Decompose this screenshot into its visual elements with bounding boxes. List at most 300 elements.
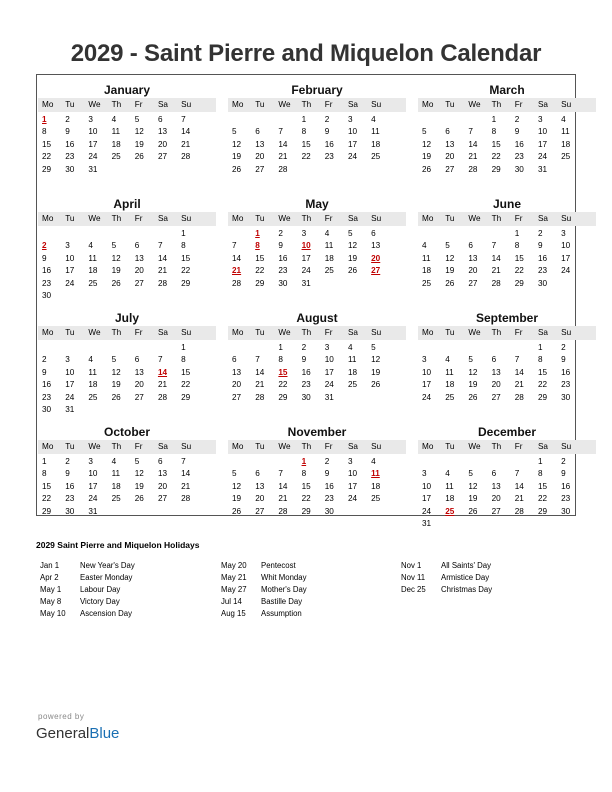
- day-cell: 23: [65, 152, 75, 162]
- holiday-row: [401, 584, 492, 596]
- holiday-name: Victory Day: [80, 597, 120, 606]
- day-cell: 11: [422, 253, 431, 263]
- day-cell: [38, 342, 61, 354]
- weekday-label: Tu: [65, 328, 75, 337]
- weekday-label: Mo: [422, 100, 434, 109]
- week-row: [418, 354, 596, 366]
- week-row: [228, 253, 406, 265]
- holiday-name: New Year's Day: [80, 561, 135, 570]
- weekday-header: [38, 326, 216, 340]
- day-cell: 16: [65, 481, 75, 491]
- holiday-row: [221, 584, 307, 596]
- day-cell: 1: [181, 343, 186, 352]
- day-cell: 14: [278, 481, 288, 491]
- day-cell: [464, 518, 487, 530]
- day-cell: 12: [134, 127, 144, 137]
- weekday-label: We: [88, 214, 101, 223]
- holiday-row: [221, 596, 307, 608]
- day-cell: 7: [157, 241, 163, 251]
- weekday-label: Tu: [255, 442, 265, 451]
- weekday-label: Su: [181, 328, 192, 337]
- week-row: [228, 265, 406, 277]
- day-cell: [108, 506, 131, 518]
- day-cell: 31: [65, 404, 75, 414]
- day-cell: [488, 342, 511, 354]
- day-cell: [84, 228, 107, 240]
- day-cell: 5: [422, 127, 427, 137]
- day-cell: [61, 290, 84, 302]
- day-cell: 21: [491, 266, 501, 276]
- day-cell: 19: [232, 152, 242, 162]
- weekday-label: We: [468, 100, 481, 109]
- day-cell: 1: [42, 457, 47, 466]
- month-february: [228, 82, 406, 176]
- day-cell: [228, 342, 251, 354]
- weekday-label: Sa: [537, 442, 548, 451]
- day-cell: 10: [347, 469, 358, 479]
- day-cell: 5: [232, 469, 237, 479]
- day-cell: 24: [88, 152, 98, 162]
- day-cell: 29: [537, 506, 548, 516]
- day-cell: 7: [491, 241, 497, 251]
- day-cell: 8: [301, 469, 307, 479]
- day-cell: 5: [134, 457, 140, 466]
- holiday-row: [401, 572, 492, 584]
- day-cell: 20: [134, 380, 144, 390]
- weekday-label: Mo: [42, 214, 54, 223]
- week-row: [228, 367, 406, 379]
- day-cell: 6: [157, 457, 163, 466]
- day-cell: 27: [157, 152, 168, 162]
- day-cell: 28: [157, 278, 168, 288]
- week-row: [228, 228, 406, 240]
- holiday-row: [40, 596, 135, 608]
- day-cell: 19: [468, 380, 478, 390]
- day-cell: 9: [537, 241, 543, 251]
- day-cell: 20: [468, 266, 478, 276]
- day-cell: [557, 164, 580, 176]
- day-cell: 28: [255, 392, 265, 402]
- day-cell: 10: [65, 367, 75, 377]
- day-cell: 31: [422, 518, 432, 528]
- day-cell: 23: [42, 278, 52, 288]
- weekday-label: Mo: [422, 328, 434, 337]
- week-row: [418, 379, 596, 391]
- week-row: [418, 240, 596, 252]
- day-cell: 30: [324, 506, 334, 516]
- day-cell: 27: [445, 164, 455, 174]
- day-cell: 29: [278, 392, 288, 402]
- day-cell: 22: [42, 494, 52, 504]
- day-cell: 17: [88, 139, 98, 149]
- weekday-label: Th: [111, 328, 122, 337]
- weekday-label: Sa: [347, 442, 358, 451]
- holiday-name: Ascension Day: [80, 609, 133, 618]
- day-cell: 19: [371, 367, 381, 377]
- day-cell: [154, 342, 177, 354]
- week-row: [228, 126, 406, 138]
- day-cell: 3: [65, 241, 70, 251]
- day-cell: 30: [561, 392, 571, 402]
- week-row: [38, 481, 216, 493]
- day-cell: [251, 456, 274, 468]
- day-cell: 21: [514, 380, 524, 390]
- day-cell: [84, 342, 107, 354]
- day-cell: 19: [422, 152, 432, 162]
- day-cell: 3: [561, 229, 566, 238]
- weekday-label: Sa: [347, 214, 358, 223]
- day-cell: 30: [301, 392, 311, 402]
- day-cell: 1: [491, 115, 497, 124]
- day-cell: 21: [468, 152, 478, 162]
- week-row: [228, 342, 406, 354]
- day-cell: 6: [232, 355, 237, 365]
- holiday-column: [40, 560, 135, 620]
- day-cell: 26: [111, 278, 121, 288]
- day-cell: 25: [88, 392, 98, 402]
- day-cell: 3: [88, 115, 93, 124]
- day-cell: 29: [301, 506, 311, 516]
- weekday-header: [228, 326, 406, 340]
- day-cell: 17: [422, 494, 432, 504]
- day-cell: 11: [88, 367, 97, 377]
- day-cell: 30: [537, 278, 548, 288]
- week-row: [418, 265, 596, 277]
- day-cell: 11: [111, 127, 121, 137]
- day-cell: 10: [561, 241, 571, 251]
- day-cell: 9: [514, 127, 520, 137]
- day-cell: [177, 506, 200, 518]
- day-cell: 3: [422, 469, 427, 479]
- day-cell: 12: [134, 469, 144, 479]
- day-cell: [154, 506, 177, 518]
- holiday-row: [40, 572, 135, 584]
- day-cell: [38, 228, 61, 240]
- week-row: [38, 151, 216, 163]
- weekday-label: Tu: [255, 328, 265, 337]
- day-cell: 18: [561, 139, 571, 149]
- weekday-label: Tu: [445, 328, 455, 337]
- day-cell: 13: [371, 241, 381, 251]
- day-cell: 23: [561, 380, 571, 390]
- day-cell: [511, 518, 534, 530]
- month-name: March: [489, 83, 525, 97]
- holiday-day-cell: 27: [371, 266, 381, 276]
- week-row: [228, 481, 406, 493]
- weekday-label: Tu: [445, 100, 455, 109]
- day-cell: 22: [42, 152, 52, 162]
- day-cell: [488, 228, 511, 240]
- holiday-date: Jan 1: [40, 561, 60, 570]
- day-cell: [441, 114, 464, 126]
- holiday-date: May 10: [40, 609, 66, 618]
- day-cell: [418, 228, 441, 240]
- day-cell: 27: [157, 494, 168, 504]
- holiday-name: Christmas Day: [441, 585, 493, 594]
- weekday-label: Su: [561, 442, 572, 451]
- weekday-label: We: [278, 214, 291, 223]
- weekday-label: Su: [561, 214, 572, 223]
- weekday-label: We: [468, 214, 481, 223]
- day-cell: 25: [347, 380, 358, 390]
- weekday-label: Th: [301, 100, 312, 109]
- day-cell: 21: [181, 481, 191, 491]
- weekday-label: Tu: [65, 100, 75, 109]
- day-cell: 7: [468, 127, 473, 137]
- week-row: [418, 481, 596, 493]
- day-cell: 26: [422, 164, 432, 174]
- week-row: [418, 151, 596, 163]
- day-cell: 24: [301, 266, 311, 276]
- holiday-day-cell: 2: [42, 241, 47, 251]
- week-row: [228, 240, 406, 252]
- day-cell: 22: [537, 494, 548, 504]
- day-cell: 19: [347, 253, 358, 263]
- day-cell: 20: [255, 494, 265, 504]
- day-cell: 23: [65, 494, 75, 504]
- day-cell: 2: [561, 457, 566, 466]
- day-cell: 4: [88, 355, 93, 365]
- day-cell: 13: [491, 367, 501, 377]
- day-cell: [557, 278, 580, 290]
- powered-by: powered by: [38, 712, 85, 721]
- day-cell: 24: [65, 392, 75, 402]
- day-cell: 14: [514, 481, 524, 491]
- day-cell: 26: [347, 266, 358, 276]
- day-cell: 16: [278, 253, 288, 263]
- holiday-name: Easter Monday: [80, 573, 133, 582]
- month-april: [38, 196, 216, 302]
- day-cell: 25: [111, 494, 121, 504]
- day-cell: 30: [65, 164, 75, 174]
- day-cell: [321, 164, 344, 176]
- day-cell: 13: [157, 127, 168, 137]
- holiday-day-cell: 21: [232, 266, 242, 276]
- day-cell: 4: [111, 115, 117, 124]
- holiday-date: Apr 2: [40, 573, 59, 582]
- day-cell: 20: [157, 481, 168, 491]
- week-row: [38, 493, 216, 505]
- weekday-label: Su: [561, 328, 572, 337]
- weekday-label: Mo: [42, 442, 54, 451]
- weekday-label: Fr: [324, 100, 333, 109]
- day-cell: 9: [324, 127, 330, 137]
- week-row: [38, 342, 216, 354]
- day-cell: [418, 456, 441, 468]
- weekday-label: Sa: [157, 100, 168, 109]
- day-cell: 19: [134, 139, 144, 149]
- day-cell: 18: [111, 139, 121, 149]
- day-cell: [464, 228, 487, 240]
- day-cell: 30: [42, 404, 52, 414]
- day-cell: 23: [324, 494, 334, 504]
- day-cell: 23: [514, 152, 524, 162]
- day-cell: 28: [278, 164, 288, 174]
- day-cell: 15: [42, 139, 52, 149]
- holiday-row: [221, 560, 307, 572]
- week-row: [418, 468, 596, 480]
- day-cell: 22: [301, 494, 311, 504]
- week-row: [418, 114, 596, 126]
- weekday-label: Su: [371, 328, 382, 337]
- day-cell: 20: [255, 152, 265, 162]
- week-row: [228, 278, 406, 290]
- week-row: [228, 468, 406, 480]
- day-cell: 2: [301, 343, 307, 352]
- day-cell: 27: [468, 278, 478, 288]
- weekday-label: Sa: [157, 214, 168, 223]
- day-cell: [344, 164, 367, 176]
- day-cell: 13: [491, 481, 501, 491]
- week-row: [38, 265, 216, 277]
- day-cell: 12: [232, 139, 242, 149]
- month-name: November: [287, 425, 347, 439]
- day-cell: 28: [514, 392, 524, 402]
- day-cell: [464, 342, 487, 354]
- weekday-label: Tu: [65, 442, 75, 451]
- day-cell: 7: [157, 355, 163, 365]
- day-cell: 8: [514, 241, 520, 251]
- day-cell: 27: [255, 164, 265, 174]
- day-cell: 9: [324, 469, 330, 479]
- day-cell: [511, 456, 534, 468]
- weekday-label: Fr: [514, 442, 523, 451]
- day-cell: 5: [111, 355, 117, 365]
- day-cell: 25: [445, 392, 455, 402]
- weekday-header: [228, 440, 406, 454]
- day-cell: 16: [324, 139, 334, 149]
- day-cell: 31: [324, 392, 334, 402]
- day-cell: 14: [255, 367, 265, 377]
- day-cell: 4: [347, 343, 353, 352]
- day-cell: 15: [491, 139, 501, 149]
- day-cell: 28: [232, 278, 242, 288]
- day-cell: [534, 518, 557, 530]
- weekday-label: Su: [371, 442, 382, 451]
- day-cell: [154, 404, 177, 416]
- day-cell: 18: [324, 253, 334, 263]
- day-cell: 23: [278, 266, 288, 276]
- week-row: [38, 468, 216, 480]
- day-cell: 23: [42, 392, 52, 402]
- day-cell: 21: [157, 380, 168, 390]
- month-march: [418, 82, 596, 176]
- holiday-day-cell: 10: [301, 241, 311, 251]
- month-january: [38, 82, 216, 176]
- day-cell: 2: [278, 229, 283, 238]
- day-cell: 13: [134, 367, 144, 377]
- week-row: [418, 342, 596, 354]
- day-cell: 18: [88, 380, 98, 390]
- weekday-label: Tu: [65, 214, 75, 223]
- day-cell: 29: [181, 392, 191, 402]
- holiday-date: Jul 14: [221, 597, 242, 606]
- day-cell: [441, 456, 464, 468]
- day-cell: 6: [134, 241, 140, 251]
- day-cell: 8: [537, 469, 543, 479]
- weekday-label: We: [278, 442, 291, 451]
- day-cell: [108, 228, 131, 240]
- holiday-name: Mother's Day: [261, 585, 307, 594]
- day-cell: [228, 456, 251, 468]
- weekday-label: Mo: [232, 100, 244, 109]
- day-cell: [367, 392, 390, 404]
- day-cell: 8: [181, 355, 186, 365]
- day-cell: 4: [422, 241, 427, 251]
- day-cell: 3: [324, 343, 330, 352]
- day-cell: 7: [278, 127, 283, 137]
- day-cell: 19: [111, 266, 121, 276]
- weekday-label: Mo: [232, 214, 244, 223]
- day-cell: 28: [181, 494, 191, 504]
- day-cell: 5: [111, 241, 117, 251]
- day-cell: 29: [181, 278, 191, 288]
- day-cell: 28: [181, 152, 191, 162]
- holiday-date: May 20: [221, 561, 247, 570]
- day-cell: 30: [278, 278, 288, 288]
- day-cell: 4: [371, 457, 376, 466]
- holiday-date: Nov 1: [401, 561, 422, 570]
- day-cell: 15: [514, 253, 524, 263]
- week-row: [418, 228, 596, 240]
- day-cell: 26: [232, 506, 242, 516]
- day-cell: 28: [157, 392, 168, 402]
- day-cell: 14: [468, 139, 478, 149]
- weekday-label: Fr: [134, 100, 143, 109]
- day-cell: [418, 114, 441, 126]
- day-cell: 24: [537, 152, 548, 162]
- week-row: [418, 253, 596, 265]
- month-name: June: [492, 197, 521, 211]
- day-cell: [131, 506, 154, 518]
- day-cell: 26: [468, 506, 478, 516]
- weekday-label: Fr: [514, 100, 523, 109]
- holiday-day-cell: 1: [42, 115, 47, 124]
- week-row: [418, 278, 596, 290]
- holiday-row: [221, 572, 307, 584]
- day-cell: [108, 164, 131, 176]
- day-cell: 4: [445, 469, 450, 479]
- day-cell: [274, 456, 297, 468]
- day-cell: [418, 342, 441, 354]
- day-cell: 26: [371, 380, 381, 390]
- day-cell: [321, 278, 344, 290]
- weekday-label: Th: [301, 442, 312, 451]
- day-cell: [131, 290, 154, 302]
- day-cell: 9: [278, 241, 283, 251]
- day-cell: 8: [42, 469, 47, 479]
- day-cell: 28: [278, 506, 288, 516]
- month-name: April: [113, 197, 141, 211]
- day-cell: 24: [561, 266, 571, 276]
- day-cell: 1: [181, 229, 186, 238]
- holiday-day-cell: 8: [255, 241, 260, 251]
- day-cell: [367, 506, 390, 518]
- day-cell: 19: [468, 494, 478, 504]
- weekday-label: Fr: [324, 214, 333, 223]
- day-cell: 31: [88, 506, 98, 516]
- week-row: [38, 139, 216, 151]
- day-cell: 2: [324, 457, 330, 466]
- day-cell: 13: [232, 367, 242, 377]
- day-cell: 17: [88, 481, 98, 491]
- holiday-row: [221, 608, 307, 620]
- day-cell: 12: [445, 253, 455, 263]
- day-cell: 3: [537, 115, 543, 124]
- holiday-date: May 21: [221, 573, 247, 582]
- holiday-day-cell: 25: [445, 506, 455, 516]
- day-cell: 2: [561, 343, 566, 352]
